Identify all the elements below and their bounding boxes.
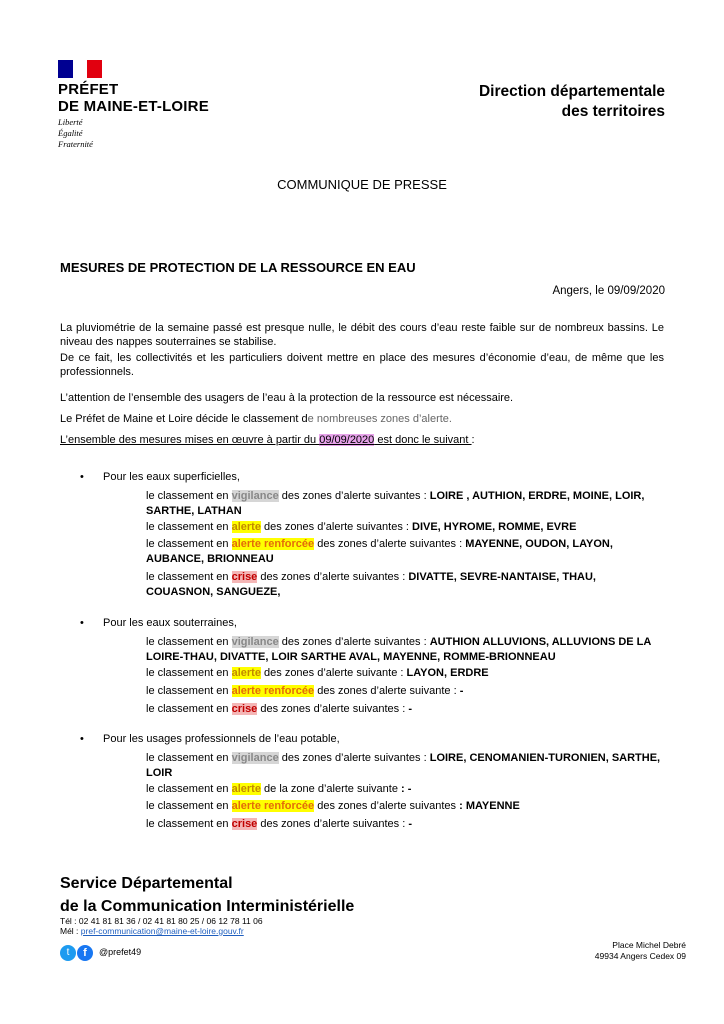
- professional-vigilance: le classement en vigilance des zones d’alerte suivantes : LOIRE, CENOMANIEN-TURONIEN, SARTHE, LOIR: [146, 752, 661, 779]
- effective-colon: :: [471, 434, 475, 446]
- motto-fraternite: Fraternité: [58, 139, 93, 149]
- mail-label: Mél :: [60, 926, 81, 936]
- underground-alerte-renforcee: le classement en alerte renforcée des zones d’alerte suivante : -: [146, 685, 464, 697]
- surface-alerte-renforcee: le classement en alerte renforcée des zones d’alerte suivantes : MAYENNE, OUDON, LAYON, AUBANCE, BRIONNEAU: [146, 538, 613, 565]
- address-line-1: Place Michel Debré: [612, 940, 686, 950]
- paragraph-attention: L’attention de l’ensemble des usagers de l’eau à la protection de la ressource est nécessaire.: [60, 392, 514, 404]
- bullet-icon: •: [80, 733, 84, 745]
- underground-vigilance: le classement en vigilance des zones d’alerte suivantes : AUTHION ALLUVIONS, ALLUVIONS DE LA LOIRE-THAU, DIVATTE, LOIR SARTHE AVAL, MAYENNE, ROMME-BRIONNEAU: [146, 636, 651, 663]
- paragraph-measures: De ce fait, les collectivités et les particuliers doivent mettre en place des mesures d’économie d’eau, de même que les professionnels.: [60, 352, 664, 378]
- contact-block: [60, 916, 263, 936]
- surface-vigilance: le classement en vigilance des zones d’alerte suivantes : LOIRE , AUTHION, ERDRE, MOINE, LOIR, SARTHE, LATHAN: [146, 490, 645, 517]
- prefet-title: [58, 81, 209, 115]
- prefet-line-1: PRÉFET: [58, 81, 119, 98]
- mail-line: [60, 926, 263, 936]
- twitter-icon[interactable]: t: [60, 945, 76, 961]
- section-heading-surface: Pour les eaux superficielles,: [103, 471, 240, 483]
- professional-crise: le classement en crise des zones d’alerte suivantes : -: [146, 818, 413, 830]
- communique-label: COMMUNIQUE DE PRESSE: [277, 177, 447, 192]
- paragraph-effective: [60, 433, 664, 447]
- professional-alerte: le classement en alerte de la zone d’alerte suivante : -: [146, 783, 412, 795]
- effective-text: L’ensemble des mesures mises en œuvre à partir du: [60, 434, 320, 446]
- paragraph-rainfall: La pluviométrie de la semaine passé est presque nulle, le débit des cours d’eau reste faible sur de nombreux bassins. Le niveau des nappes souterraines se stabilise.: [60, 322, 664, 348]
- professional-alerte-renforcee: le classement en alerte renforcée des zones d’alerte suivantes : MAYENNE: [146, 800, 520, 812]
- motto-egalite: Égalité: [58, 128, 83, 138]
- document-title: MESURES DE PROTECTION DE LA RESSOURCE EN EAU: [60, 260, 416, 275]
- underground-crise: le classement en crise des zones d’alerte suivantes : -: [146, 703, 413, 715]
- republic-motto: [58, 117, 93, 150]
- phone-numbers: Tél : 02 41 81 81 36 / 02 41 81 80 25 / 06 12 78 11 06: [60, 916, 263, 926]
- service-line-1: Service Départemental: [60, 875, 233, 892]
- bullet-icon: •: [80, 471, 84, 483]
- direction-line-1: Direction départementale: [478, 83, 665, 100]
- mail-link[interactable]: pref-communication@maine-et-loire.gouv.fr: [80, 926, 244, 936]
- service-line-2: de la Communication Interministérielle: [60, 898, 355, 915]
- document-date: Angers, le 09/09/2020: [552, 285, 665, 297]
- section-heading-professional: Pour les usages professionnels de l’eau potable,: [103, 733, 340, 745]
- decision-text: Le Préfet de Maine et Loire décide le classement d: [60, 413, 308, 425]
- surface-alerte: le classement en alerte des zones d’alerte suivantes : DIVE, HYROME, ROMME, EVRE: [146, 521, 577, 533]
- decision-text-grey: e nombreuses zones d’alerte.: [307, 413, 452, 425]
- address-line-2: 49934 Angers Cedex 09: [594, 951, 686, 961]
- surface-crise: le classement en crise des zones d’alerte suivantes : DIVATTE, SEVRE-NANTAISE, THAU, COUASNON, SANGUEZE,: [146, 571, 596, 598]
- postal-address: [595, 940, 686, 962]
- paragraph-decision: [60, 412, 664, 426]
- service-heading: [60, 872, 354, 918]
- effective-date: 09/09/2020: [319, 434, 375, 446]
- marianne-flag-icon: [58, 60, 102, 78]
- prefet-line-2: DE MAINE-ET-LOIRE: [58, 98, 209, 115]
- bullet-icon: •: [80, 617, 84, 629]
- effective-text-end: est donc le suivant: [374, 434, 472, 446]
- section-heading-underground: Pour les eaux souterraines,: [103, 617, 237, 629]
- direction-heading: [479, 82, 665, 122]
- social-handle: @prefet49: [99, 947, 142, 957]
- motto-liberte: Liberté: [58, 117, 83, 127]
- direction-line-2: des territoires: [561, 103, 665, 120]
- facebook-icon[interactable]: f: [77, 945, 93, 961]
- underground-alerte: le classement en alerte des zones d’alerte suivante : LAYON, ERDRE: [146, 667, 489, 679]
